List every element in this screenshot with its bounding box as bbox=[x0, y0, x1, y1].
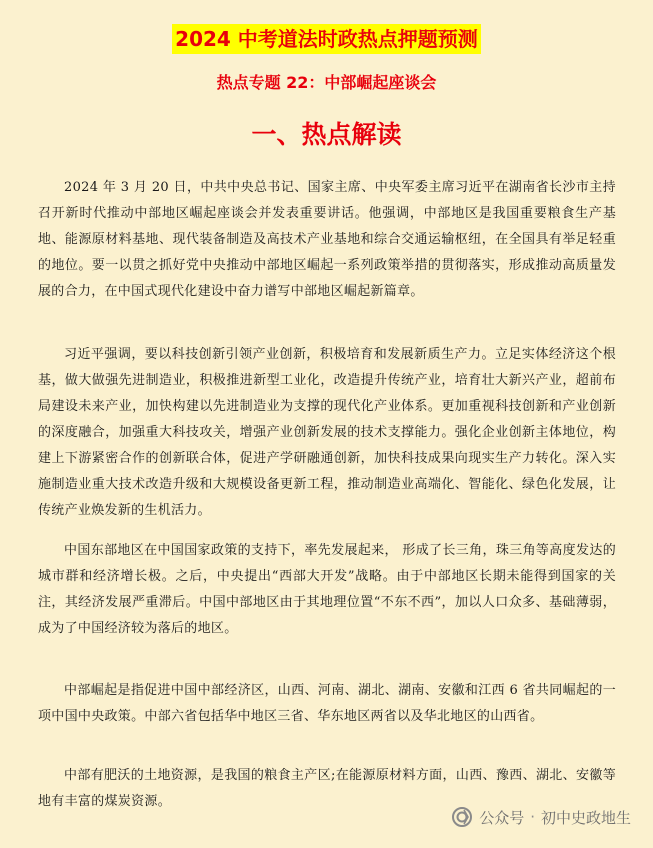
watermark-source-label: 公众号 bbox=[479, 808, 525, 827]
paragraph: 2024 年 3 月 20 日，中共中央总书记、国家主席、中央军委主席习近平在湖南省长沙市主持召开新时代推动中部地区崛起座谈会并发表重要讲话。他强调，中部地区是我国重要粮食生产基地、能源原材料基地、现代装备制造及高技术产业基地和综合交通运输枢纽，在全国具有举足轻重的地位。要一以贯之抓好党中央推动中部地区崛起一系列政策举措的贯彻落实，形成推动高质量发展的合力，在中国式现代化建设中奋力谱写中部地区崛起新篇章。 bbox=[38, 180, 616, 299]
source-watermark bbox=[451, 806, 631, 828]
document-title: 2024 中考道法时政热点押题预测 bbox=[172, 24, 481, 54]
paragraph: 中部崛起是指促进中国中部经济区，山西、河南、湖北、湖南、安徽和江西 6 省共同崛起的一项中国中央政策。中部六省包括华中地区三省、华东地区两省以及华北地区的山西省。 bbox=[38, 683, 616, 724]
wechat-official-account-icon bbox=[451, 806, 473, 828]
paragraph: 习近平强调，要以科技创新引领产业创新，积极培育和发展新质生产力。立足实体经济这个根基，做大做强先进制造业，积极推进新型工业化，改造提升传统产业，培育壮大新兴产业，超前布局建设未来产业，加快构建以先进制造业为支撑的现代化产业体系。更加重视科技创新和产业创新的深度融合，加强重大科技攻关，增强产业创新发展的技术支撑能力。强化企业创新主体地位，构建上下游紧密合作的创新联合体，促进产学研融通创新，加快科技成果向现实生产力转化。深入实施制造业重大技术改造升级和大规模设备更新工程，推动制造业高端化、智能化、绿色化发展，让传统产业焕发新的生机活力。 bbox=[38, 347, 616, 518]
paragraph: 中国东部地区在中国国家政策的支持下，率先发展起来， 形成了长三角，珠三角等高度发达的城市群和经济增长极。之后，中央提出“西部大开发”战略。由于中部地区长期未能得到国家的关注，其经济发展严重滞后。中国中部地区由于其地理位置“不东不西”，加以人口众多、基础薄弱，成为了中国经济较为落后的地区。 bbox=[38, 543, 616, 636]
watermark-account-name: 初中史政地生 bbox=[540, 808, 631, 827]
watermark-separator: · bbox=[530, 808, 535, 826]
title-container bbox=[0, 24, 653, 54]
paragraph: 中部有肥沃的土地资源，是我国的粮食主产区;在能源原材料方面，山西、豫西、湖北、安徽等地有丰富的煤炭资源。 bbox=[38, 768, 616, 809]
section-heading: 一、热点解读 bbox=[251, 120, 402, 149]
topic-subtitle: 热点专题 22：中部崛起座谈会 bbox=[216, 73, 437, 92]
